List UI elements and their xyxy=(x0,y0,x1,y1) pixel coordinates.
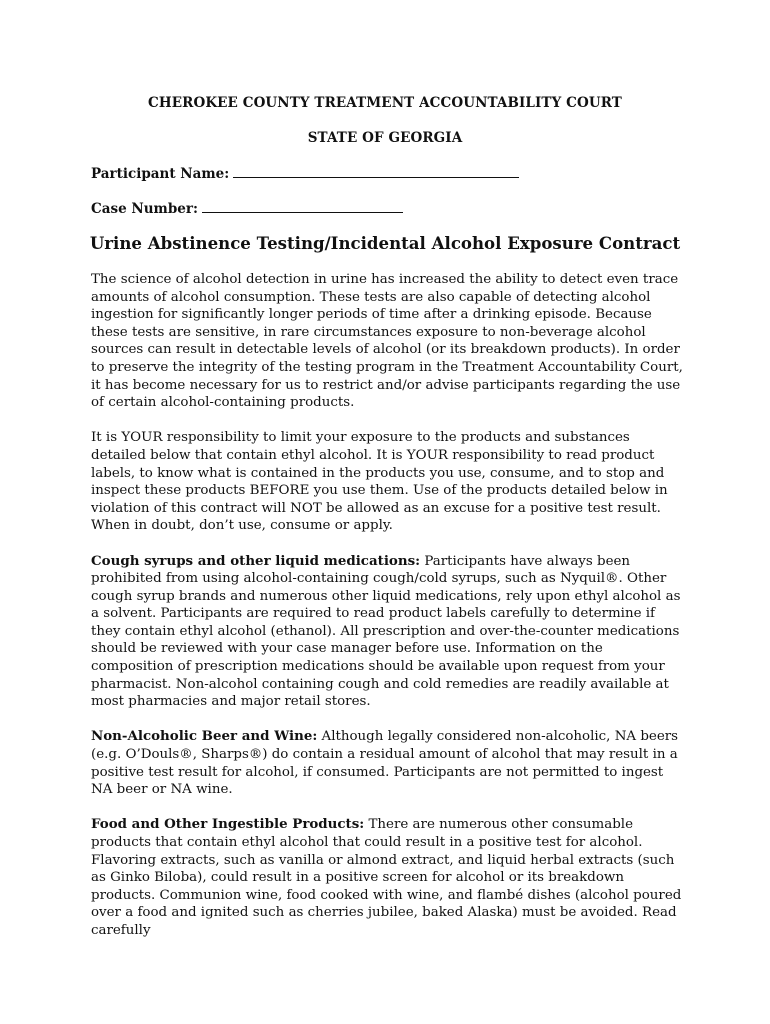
paragraph-lead: Non-Alcoholic Beer and Wine: xyxy=(91,728,318,745)
paragraph-text: Participants have always been prohibited from using alcohol-containing cough/cold syrups, such as Nyquil®. Other cough syrup brands and numerous other liquid medications, rely upon ethyl alcohol as a solvent. Participants are required to read product labels carefully to determine if they contain ethyl alcohol (ethanol). All prescription and over-the-counter medications should be reviewed with your case manager before use. Information on the composition of prescription medications should be available upon request from your pharmacist. Non-alcohol containing cough and cold remedies are readily available at most pharmacies and major retail stores. xyxy=(91,553,681,710)
paragraph-food-products xyxy=(91,816,683,939)
paragraph-text: There are numerous other consumable products that contain ethyl alcohol that could result in a positive test for alcohol. Flavoring extracts, such as vanilla or almond extract, and liquid herbal extracts (such as Ginko Biloba), could result in a positive screen for alcohol or its breakdown products. Communion wine, food cooked with wine, and flambé dishes (alcohol poured over a food and ignited such as cherries jubilee, baked Alaska) must be avoided. Read carefully xyxy=(91,817,682,938)
case-number-field xyxy=(91,200,403,217)
contract-body xyxy=(91,271,683,957)
participant-name-blank[interactable] xyxy=(233,165,519,178)
paragraph-cough-syrups xyxy=(91,553,683,711)
paragraph-text: Although legally considered non-alcoholic, NA beers (e.g. O’Douls®, Sharps®) do contain a residual amount of alcohol that may result in a positive test result for alcohol, if consumed. Participants are not permitted to ingest NA beer or NA wine. xyxy=(91,729,679,798)
court-heading: CHEROKEE COUNTY TREATMENT ACCOUNTABILITY COURT xyxy=(148,95,622,111)
paragraph-na-beer-wine xyxy=(91,728,683,798)
case-number-blank[interactable] xyxy=(202,200,403,213)
paragraph-lead: Cough syrups and other liquid medications: xyxy=(91,552,421,569)
paragraph-alcohol-detection xyxy=(91,271,683,412)
participant-name-field xyxy=(91,165,519,182)
paragraph-lead: Food and Other Ingestible Products: xyxy=(91,816,365,833)
paragraph-text: The science of alcohol detection in urine has increased the ability to detect even trace amounts of alcohol consumption. These tests are also capable of detecting alcohol ingestion for significantly longer periods of time after a drinking episode. Because these tests are sensitive, in rare circumstances exposure to non-beverage alcohol sources can result in detectable levels of alcohol (or its breakdown products). In order to preserve the integrity of the testing program in the Treatment Accountability Court, it has become necessary for us to restrict and/or advise participants regarding the use of certain alcohol-containing products. xyxy=(91,272,683,411)
state-heading: STATE OF GEORGIA xyxy=(307,130,463,146)
participant-name-label: Participant Name: xyxy=(91,166,230,182)
contract-title: Urine Abstinence Testing/Incidental Alcohol Exposure Contract xyxy=(89,233,681,253)
paragraph-responsibility xyxy=(91,429,683,535)
case-number-label: Case Number: xyxy=(91,201,198,217)
paragraph-text: It is YOUR responsibility to limit your exposure to the products and substances detailed below that contain ethyl alcohol. It is YOUR responsibility to read product labels, to know what is contained in the products you use, consume, and to stop and inspect these products BEFORE you use them. Use of the products detailed below in violation of this contract will NOT be allowed as an excuse for a positive test result. When in doubt, don’t use, consume or apply. xyxy=(91,430,668,534)
